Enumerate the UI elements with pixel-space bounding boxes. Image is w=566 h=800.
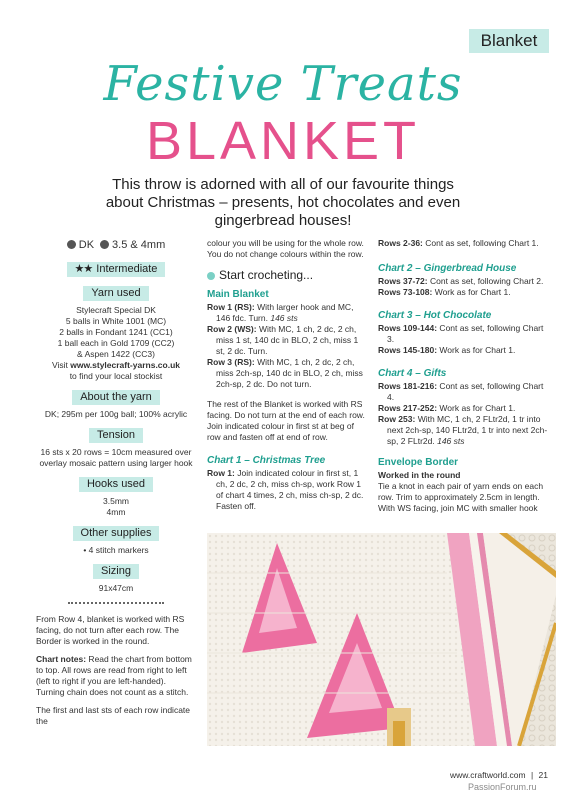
- intro-text: This throw is adorned with all of our favourite things about Christmas – presents, hot chocolates and even gingerbread houses!: [105, 176, 461, 229]
- pattern-row: [378, 381, 548, 403]
- yarn-line: 5 balls in White 1001 (MC): [65, 316, 167, 326]
- chart-notes-label: Chart notes:: [36, 654, 87, 664]
- chart-notes: [36, 654, 196, 698]
- pattern-row: [378, 403, 548, 414]
- row-text: Cont as set, following Chart 1.: [422, 238, 539, 248]
- tension-text: 16 sts x 20 rows = 10cm measured over overlay mosaic pattern using larger hook: [39, 447, 193, 468]
- row4-note: From Row 4, blanket is worked with RS facing, do not turn after each row. The Border is worked in the round.: [36, 614, 185, 646]
- right-column: [378, 238, 548, 514]
- pattern-row: [378, 276, 548, 287]
- sizing-label: Sizing: [93, 564, 139, 579]
- row-count: 146 sts: [437, 436, 465, 446]
- row-text: With MC, 1 ch, 2 dc, 2 ch, miss 1 st, 140 dc in BLO, 2 ch, miss 1 st, 2 dc. Turn.: [216, 324, 359, 356]
- row-label: Rows 37-72:: [378, 276, 428, 286]
- row-label: Row 253:: [378, 414, 416, 424]
- footer-separator: |: [530, 770, 534, 780]
- row-text: Cont as set, following Chart 2.: [427, 276, 544, 286]
- rest-of-blanket-text: The rest of the Blanket is worked with RS facing. Do not turn at the end of each row. Join indicated colour in first st at beg of row and fasten off at end of row.: [207, 399, 365, 442]
- start-heading: [207, 270, 367, 281]
- difficulty-stars-icon: ★★: [74, 263, 93, 275]
- pattern-row: [207, 468, 367, 512]
- row-text: With MC, 1 ch, 2 FLtr2d, 1 tr into next 2ch-sp, 140 FLtr2d, 1 tr into next 2ch-sp, 2 FLtr2d.: [387, 414, 548, 446]
- envelope-border-heading: Envelope Border: [378, 457, 459, 468]
- row-label: Row 1:: [207, 468, 235, 478]
- hook-size: 4mm: [106, 507, 126, 517]
- chart3-heading: Chart 3 – Hot Chocolate: [378, 310, 492, 321]
- bullet-icon: [207, 272, 215, 280]
- row-text: Work as for Chart 1.: [437, 345, 516, 355]
- pattern-row: [378, 414, 548, 447]
- row-text: Work as for Chart 1.: [432, 287, 511, 297]
- visit-prefix: Visit: [51, 360, 71, 370]
- row-label: Row 1 (RS):: [207, 302, 255, 312]
- row-text: Cont as set, following Chart 4.: [387, 381, 544, 402]
- border-text: With WS facing, join MC with smaller hook: [378, 503, 538, 513]
- left-column: [36, 238, 196, 734]
- hooks-label: Hooks used: [79, 477, 153, 492]
- row-text: With MC, 1 ch, 2 dc, 2 ch, miss 2ch-sp, 140 dc in BLO, 2 ch, miss 2ch-sp, 2 dc. Do not turn.: [216, 357, 363, 389]
- start-heading-text: Start crocheting...: [219, 268, 314, 282]
- level-label: Intermediate: [96, 263, 158, 275]
- page-footer: [0, 770, 548, 780]
- yarn-ball-icon: [67, 240, 76, 249]
- main-blanket-heading: Main Blanket: [207, 289, 269, 300]
- yarn-line: 1 ball each in Gold 1709 (CC2): [57, 338, 175, 348]
- title-script: Festive Treats: [103, 56, 463, 112]
- row-label: Row 2 (WS):: [207, 324, 257, 334]
- page-number: 21: [538, 770, 548, 780]
- chart2-heading: Chart 2 – Gingerbread House: [378, 263, 517, 274]
- stockist-link[interactable]: www.stylecraft-yarns.co.uk: [70, 360, 181, 370]
- row-label: Rows 181-216:: [378, 381, 438, 391]
- pattern-row: [378, 287, 548, 298]
- pattern-row: [207, 357, 367, 390]
- row-label: Rows 2-36:: [378, 238, 423, 248]
- border-subheading: Worked in the round: [378, 470, 461, 480]
- pattern-row: [207, 302, 367, 324]
- yarn-weight: DK: [78, 239, 95, 251]
- row-text: Cont as set, following Chart 3.: [387, 323, 544, 344]
- hook-sizes: 3.5 & 4mm: [112, 239, 166, 251]
- row-label: Rows 109-144:: [378, 323, 438, 333]
- pattern-row: [207, 324, 367, 357]
- chart4-heading: Chart 4 – Gifts: [378, 368, 447, 379]
- middle-column: [207, 238, 367, 512]
- level-badge: [67, 262, 166, 277]
- title-main: BLANKET: [145, 111, 421, 171]
- yarn-line: & Aspen 1422 (CC3): [77, 349, 155, 359]
- row-label: Row 3 (RS):: [207, 357, 255, 367]
- row-label: Rows 73-108:: [378, 287, 433, 297]
- continued-text: colour you will be using for the whole row. You do not change colours within the row.: [207, 238, 364, 259]
- visit-suffix: to find your local stockist: [69, 371, 163, 381]
- yarn-line: 2 balls in Fondant 1241 (CC1): [59, 327, 173, 337]
- sizing-text: 91x47cm: [98, 583, 134, 593]
- yarn-line: Stylecraft Special DK: [76, 305, 156, 315]
- supplies-text: • 4 stitch markers: [83, 545, 149, 555]
- footer-site: www.craftworld.com: [449, 770, 526, 780]
- hook-icon: [100, 240, 109, 249]
- chart-notes-text: Read the chart from bottom to top. All rows are read from right to left (left to right if you are left-handed). Turning chain does not count as a stitch.: [36, 654, 192, 697]
- first-last-note: The first and last sts of each row indicate the: [36, 705, 191, 726]
- row-text: Work as for Chart 1.: [437, 403, 516, 413]
- yarn-used-label: Yarn used: [83, 286, 148, 301]
- spec-weight-line: [36, 238, 196, 253]
- tension-label: Tension: [89, 428, 143, 443]
- visit-line: [36, 360, 196, 371]
- watermark: PassionForum.ru: [468, 782, 537, 792]
- hook-size: 3.5mm: [103, 496, 129, 506]
- about-yarn-text: DK; 295m per 100g ball; 100% acrylic: [44, 409, 188, 419]
- row-label: Rows 217-252:: [378, 403, 438, 413]
- dotted-divider: [68, 602, 164, 604]
- border-text: Tie a knot in each pair of yarn ends on each row. Trim to approximately 2.5cm in length.: [378, 481, 544, 502]
- pattern-row: [378, 345, 548, 356]
- row-text: With larger hook and MC, 146 fdc. Turn.: [216, 302, 354, 323]
- row-label: Rows 145-180:: [378, 345, 438, 355]
- about-yarn-label: About the yarn: [72, 390, 160, 405]
- pattern-row: [378, 323, 548, 345]
- chart1-heading: Chart 1 – Christmas Tree: [207, 455, 326, 466]
- row-count: 146 sts: [270, 313, 298, 323]
- row-text: Join indicated colour in first st, 1 ch, 2 dc, 2 ch, miss ch-sp, work Row 1 of chart 4 times, 2 ch, miss ch-sp, 2 dc. Fasten off.: [216, 468, 364, 511]
- other-supplies-label: Other supplies: [73, 526, 160, 541]
- blanket-photo: [207, 533, 556, 746]
- blanket-photo-graphic: [207, 533, 556, 746]
- pattern-row: [378, 238, 548, 249]
- section-tag: Blanket: [469, 29, 549, 53]
